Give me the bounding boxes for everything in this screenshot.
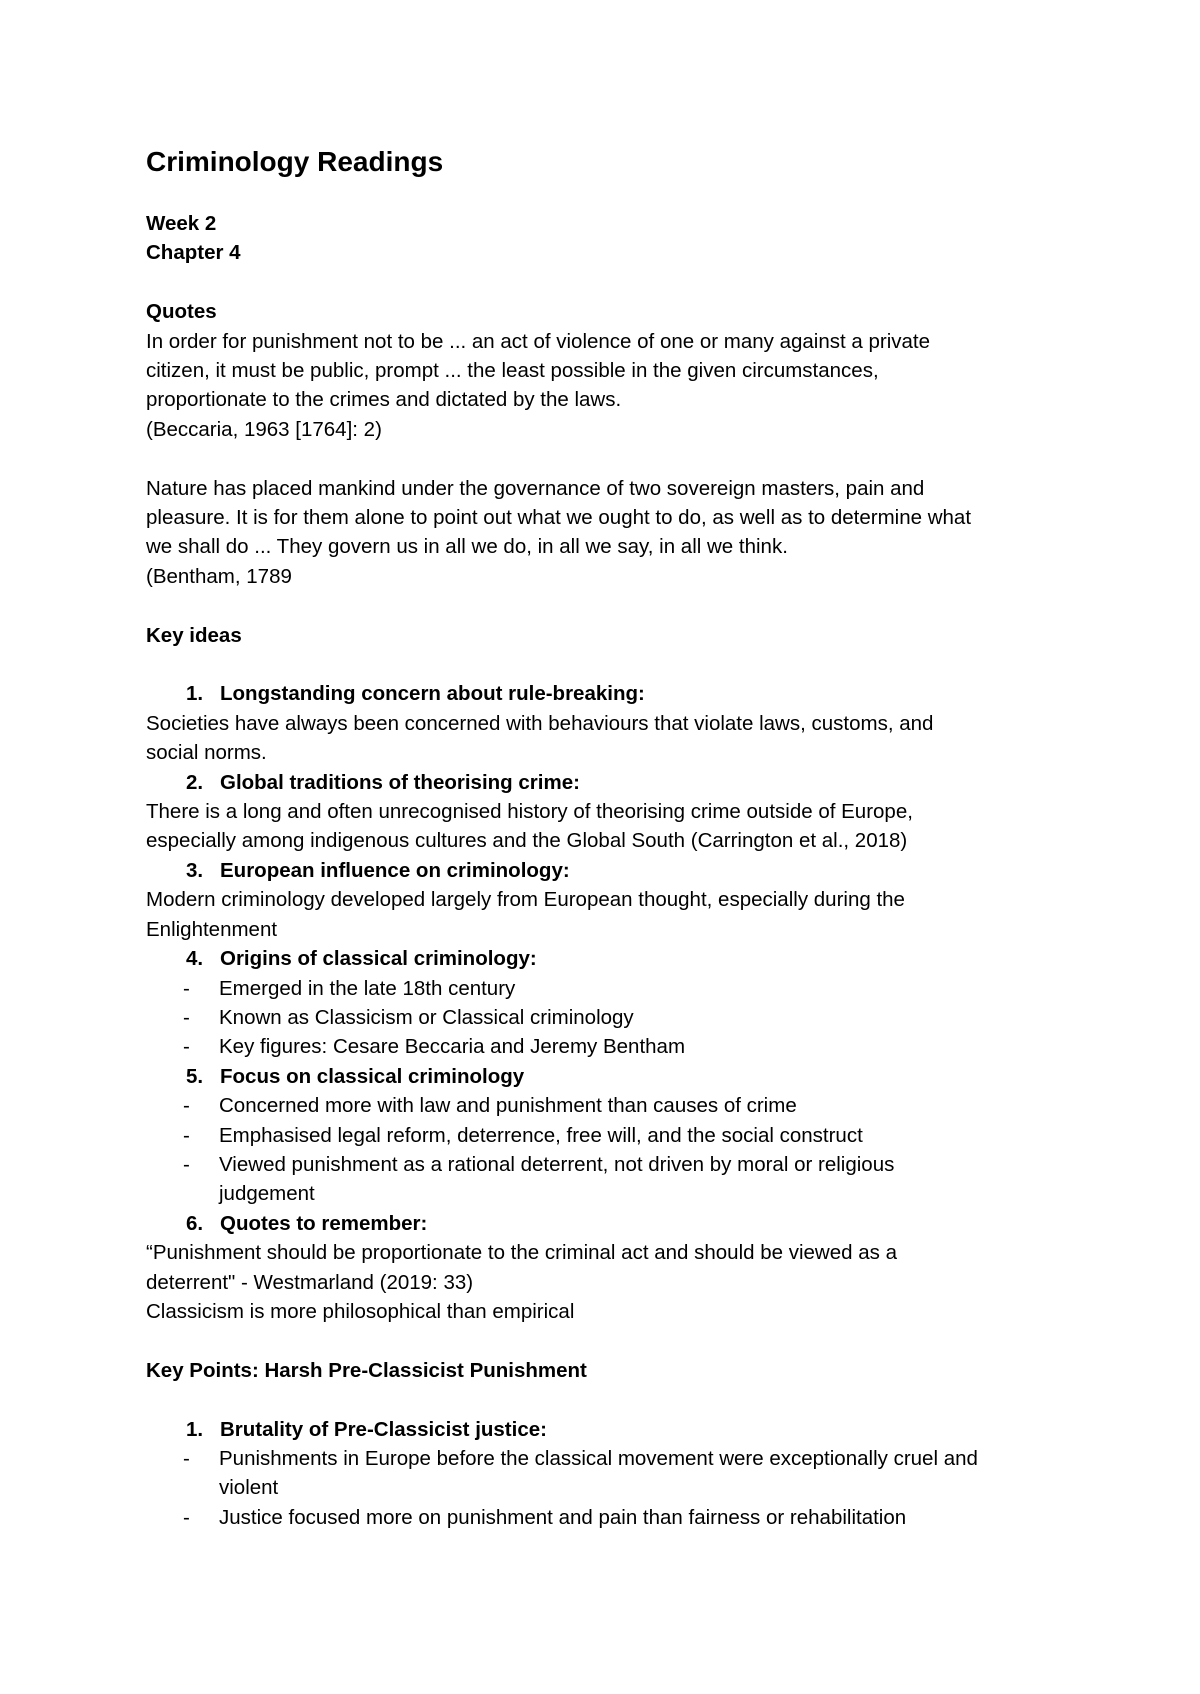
bullet-continuation: judgement bbox=[219, 1182, 315, 1206]
bullet-item: - Key figures: Cesare Beccaria and Jeremy Bentham bbox=[183, 1035, 686, 1059]
key-idea-heading: 1. Longstanding concern about rule-breaking: bbox=[186, 682, 645, 706]
key-idea-heading: 6. Quotes to remember: bbox=[186, 1211, 428, 1235]
quote-2-source: (Bentham, 1789 bbox=[146, 564, 292, 588]
key-idea-text: Societies have always been concerned with behaviours that violate laws, customs, and bbox=[146, 711, 934, 735]
key-idea-heading: 2. Global traditions of theorising crime: bbox=[186, 770, 580, 794]
bullet-item: - Viewed punishment as a rational deterrent, not driven by moral or religious bbox=[183, 1152, 895, 1176]
quotes-heading: Quotes bbox=[146, 300, 217, 324]
key-idea-heading: 3. European influence on criminology: bbox=[186, 858, 570, 882]
key-points-heading: Key Points: Harsh Pre-Classicist Punishment bbox=[146, 1358, 587, 1382]
bullet-item: - Justice focused more on punishment and pain than fairness or rehabilitation bbox=[183, 1505, 907, 1529]
bullet-item: - Emphasised legal reform, deterrence, free will, and the social construct bbox=[183, 1123, 863, 1147]
document-page bbox=[146, 138, 1066, 1532]
quote-1-line: In order for punishment not to be ... an act of violence of one or many against a private bbox=[146, 329, 931, 353]
page-title: Criminology Readings bbox=[146, 146, 444, 177]
quote-1-line: proportionate to the crimes and dictated by the laws. bbox=[146, 388, 622, 412]
key-idea-text: deterrent" - Westmarland (2019: 33) bbox=[146, 1270, 474, 1294]
bullet-item: - Emerged in the late 18th century bbox=[183, 976, 516, 1000]
quote-1-source: (Beccaria, 1963 [1764]: 2) bbox=[146, 417, 382, 441]
bullet-continuation: violent bbox=[219, 1476, 279, 1500]
key-idea-text: Enlightenment bbox=[146, 917, 278, 941]
key-idea-text: especially among indigenous cultures and the Global South (Carrington et al., 2018) bbox=[146, 829, 908, 853]
chapter-label: Chapter 4 bbox=[146, 241, 241, 265]
week-label: Week 2 bbox=[146, 212, 217, 235]
quote-2-line: Nature has placed mankind under the governance of two sovereign masters, pain and bbox=[146, 476, 925, 500]
key-idea-text: “Punishment should be proportionate to the criminal act and should be viewed as a bbox=[146, 1241, 897, 1265]
key-idea-text: There is a long and often unrecognised history of theorising crime outside of Europe, bbox=[146, 800, 913, 824]
quote-2-line: pleasure. It is for them alone to point out what we ought to do, as well as to determine what bbox=[146, 506, 972, 530]
bullet-item: - Concerned more with law and punishment than causes of crime bbox=[183, 1094, 797, 1118]
quote-2-line: we shall do ... They govern us in all we do, in all we say, in all we think. bbox=[146, 535, 788, 559]
quote-1-line: citizen, it must be public, prompt ... the least possible in the given circumstances, bbox=[146, 359, 879, 383]
key-idea-text: Modern criminology developed largely from European thought, especially during the bbox=[146, 888, 905, 912]
key-point-heading: 1. Brutality of Pre-Classicist justice: bbox=[186, 1417, 547, 1441]
key-idea-text: social norms. bbox=[146, 741, 267, 765]
key-ideas-heading: Key ideas bbox=[146, 623, 242, 647]
bullet-item: - Known as Classicism or Classical criminology bbox=[183, 1005, 634, 1029]
bullet-item: - Punishments in Europe before the classical movement were exceptionally cruel and bbox=[183, 1446, 978, 1470]
key-idea-heading: 5. Focus on classical criminology bbox=[186, 1064, 525, 1088]
key-idea-text: Classicism is more philosophical than empirical bbox=[146, 1299, 575, 1323]
key-idea-heading: 4. Origins of classical criminology: bbox=[186, 947, 537, 971]
